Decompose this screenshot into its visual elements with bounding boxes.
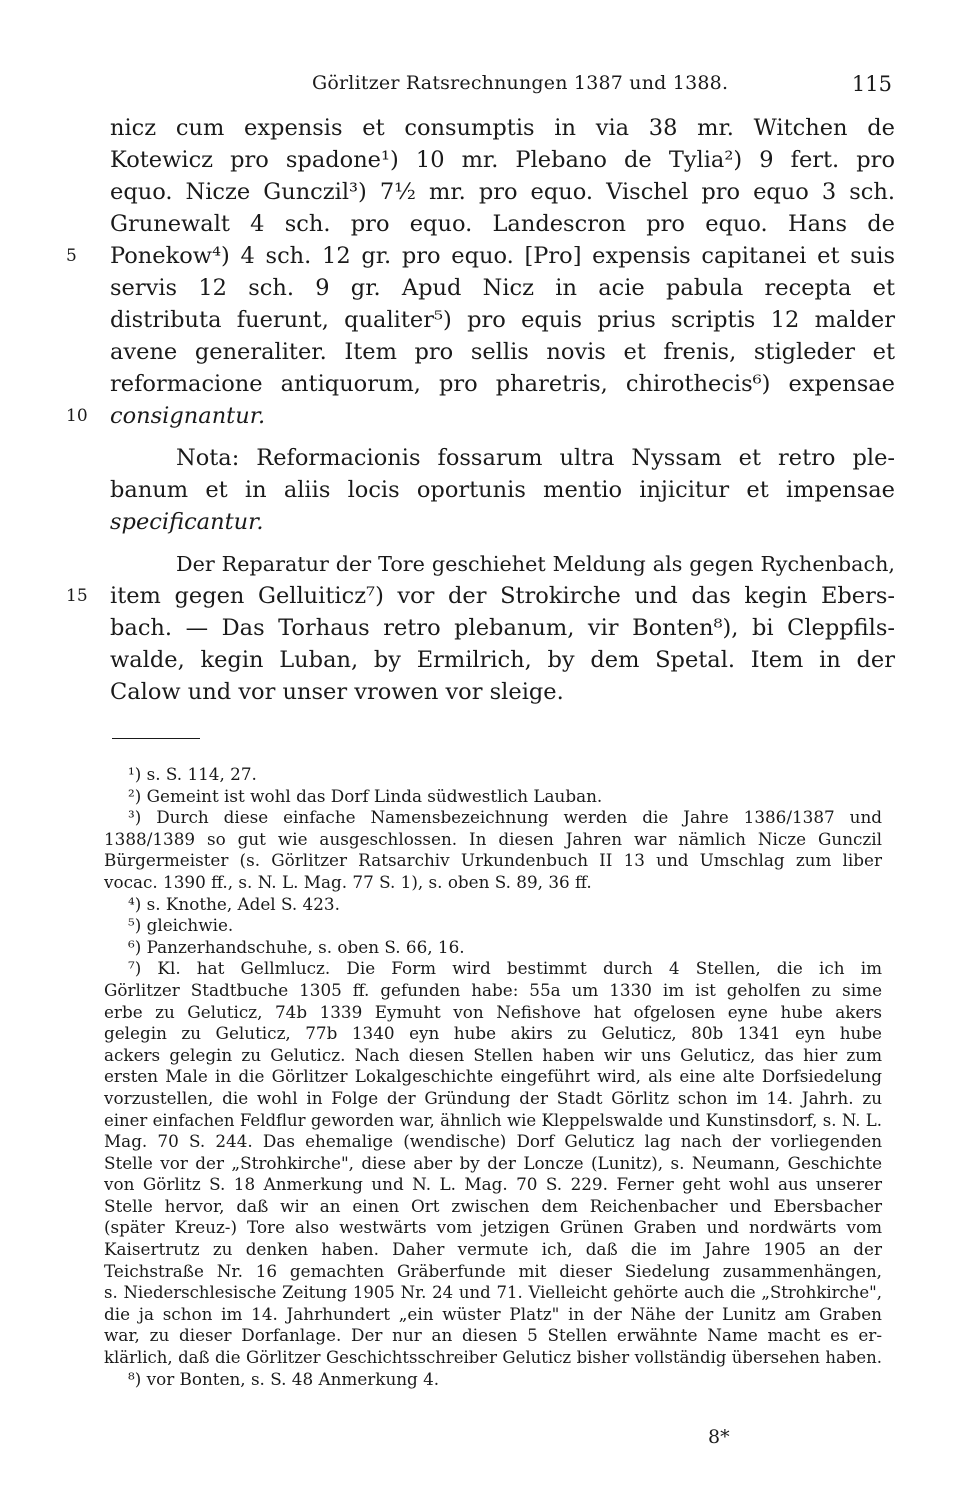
text-line: specificantur. (110, 509, 264, 535)
footnote-line: Stelle vor der „Strohkirche", diese aber by der Loncze (Lunitz), s. Neumann, Geschichte (104, 1152, 882, 1173)
footnote-line: (später Kreuz-) Tore also westwärts vom jetzigen Grünen Graben und nordwärts vom (104, 1217, 882, 1238)
footnote-line: ackers gelegin zu Geluticz. Nach diesen Stellen haben wir uns Geluticz, das hier zum (104, 1044, 882, 1065)
text-line: equo. Nicze Gunczil³) 7½ mr. pro equo. Vischel pro equo 3 sch. (110, 179, 895, 205)
footnotes (0, 764, 960, 1390)
footnote-line: Stelle hervor, daß wir an einen Ort zwischen dem Reichenbacher und Ebersbacher (104, 1195, 882, 1216)
footnote-line: von Görlitz S. 18 Anmerkung und N. L. Mag. 70 S. 229. Ferner geht wohl aus unserer (104, 1174, 882, 1195)
footnote-line: s. Niederschlesische Zeitung 1905 Nr. 24 und 71. Vielleicht gehörte auch die „Strohkirche", (104, 1283, 882, 1303)
footnote-line: ⁵) gleichwie. (128, 915, 234, 936)
footnote-line: ⁸) vor Bonten, s. S. 48 Anmerkung 4. (128, 1368, 440, 1389)
text-line: servis 12 sch. 9 gr. Apud Nicz in acie pabula recepta et (110, 275, 895, 301)
footnote-line: 1388/1389 so gut wie ausgeschlossen. In diesen Jahren war nämlich Nicze Gunczil (104, 828, 882, 849)
sheet-signature: 8* (708, 1426, 730, 1448)
page-number: 115 (851, 72, 892, 96)
text-line: distributa fuerunt, qualiter⁵) pro equis prius scriptis 12 malder (110, 307, 895, 333)
footnote-line: war, zu dieser Dorfanlage. Der nur an diesen 5 Stellen erwähnte Name macht es er- (104, 1325, 882, 1346)
text-line: Grunewalt 4 sch. pro equo. Landescron pro equo. Hans de (110, 211, 895, 237)
footnote-line: klärlich, daß die Görlitzer Geschichtsschreiber Geluticz bisher vollständig übersehen haben. (104, 1348, 882, 1368)
footnote-line: ⁴) s. Knothe, Adel S. 423. (128, 893, 340, 914)
text-line: walde, kegin Luban, by Ermilrich, by dem Spetal. Item in der (110, 647, 895, 673)
footnote-line: gelegin zu Geluticz, 77b 1340 eyn hube akirs zu Geluticz, 80b 1341 eyn hube (104, 1023, 882, 1044)
footnote-line: ersten Male in die Görlitzer Lokalgeschichte eingeführt wird, als eine alte Dorfsiedelung (104, 1066, 882, 1087)
text-line: bach. — Das Torhaus retro plebanum, vir Bonten⁸), bi Cleppfils- (110, 615, 895, 641)
text-line: Der Reparatur der Tore geschiehet Meldung als gegen Rychenbach, (176, 552, 895, 576)
footnote-separator (112, 738, 200, 739)
footnote-line: vorzustellen, die wohl in Folge der Gründung der Stadt Görlitz schon im 14. Jahrh. zu (104, 1087, 882, 1108)
footnote-line: die ja schon im 14. Jahrhundert „ein wüster Platz" in der Nähe der Lunitz am Graben (104, 1303, 882, 1324)
text-line: Calow und vor unser vrowen vor sleige. (110, 679, 564, 705)
text-line: Ponekow⁴) 4 sch. 12 gr. pro equo. [Pro] expensis capitanei et suis (110, 243, 895, 269)
footnote-line: ⁷) Kl. hat Gellmlucz. Die Form wird bestimmt durch 4 Stellen, die ich im (128, 958, 882, 979)
footnote-line: Kaisertrutz zu denken haben. Daher vermute ich, daß die im Jahre 1905 an der (104, 1239, 882, 1260)
line-group-5 (0, 240, 960, 272)
text-line: Kotewicz pro spadone¹) 10 mr. Plebano de Tylia²) 9 fert. pro (110, 147, 895, 173)
footnote-line: ¹) s. S. 114, 27. (128, 764, 257, 784)
text-line: avene generaliter. Item pro sellis novis et frenis, stigleder et (110, 339, 895, 365)
footnote-line: ³) Durch diese einfache Namensbezeichnung werden die Jahre 1386/1387 und (128, 807, 882, 828)
line-number: 5 (66, 246, 77, 266)
running-title: Görlitzer Ratsrechnungen 1387 und 1388. (312, 72, 729, 94)
footnote-line: ²) Gemeint ist wohl das Dorf Linda südwestlich Lauban. (128, 785, 603, 806)
text-line: nicz cum expensis et consumptis in via 38 mr. Witchen de (110, 115, 895, 141)
footnote-line: Bürgermeister (s. Görlitzer Ratsarchiv Urkundenbuch II 13 und Umschlag zum liber (104, 850, 882, 871)
footnote-line: vocac. 1390 ff., s. N. L. Mag. 77 S. 1), s. oben S. 89, 36 ff. (104, 871, 592, 892)
text-line: consignantur. (110, 403, 266, 429)
text-line: reformacione antiquorum, pro pharetris, chirothecis⁶) expensae (110, 371, 895, 397)
line-number: 15 (66, 586, 88, 606)
main-text (0, 112, 960, 708)
text-line: Nota: Reformacionis fossarum ultra Nyssam et retro ple- (176, 445, 895, 471)
line-number: 10 (66, 406, 88, 426)
running-head (112, 70, 892, 100)
footnote-line: einer einfachen Feldflur geworden war, ähnlich wie Kleppelswalde und Kunstinsdorf, s. N. L. (104, 1110, 882, 1130)
footnote-line: erbe zu Geluticz, 74b 1339 Eymuht von Nefishove hat ofgelosen eyne hube akers (104, 1001, 882, 1022)
line-group-15 (0, 580, 960, 612)
footnote-line: ⁶) Panzerhandschuhe, s. oben S. 66, 16. (128, 936, 465, 957)
text-line: item gegen Gelluiticz⁷) vor der Strokirche und das kegin Ebers- (110, 583, 895, 609)
footnote-line: Teichstraße Nr. 16 gemachten Gräberfunde mit dieser Siedelung zusammenhängen, (104, 1260, 882, 1281)
line-group-10 (0, 400, 960, 432)
footnote-line: Mag. 70 S. 244. Das ehemalige (wendische) Dorf Geluticz lag nach der vorliegenden (104, 1131, 882, 1152)
text-line: banum et in aliis locis oportunis mentio injicitur et impensae (110, 477, 895, 503)
footnote-line: Görlitzer Stadtbuche 1305 ff. gefunden habe: 55a um 1330 im ist geholfen zu sime (104, 979, 882, 1000)
